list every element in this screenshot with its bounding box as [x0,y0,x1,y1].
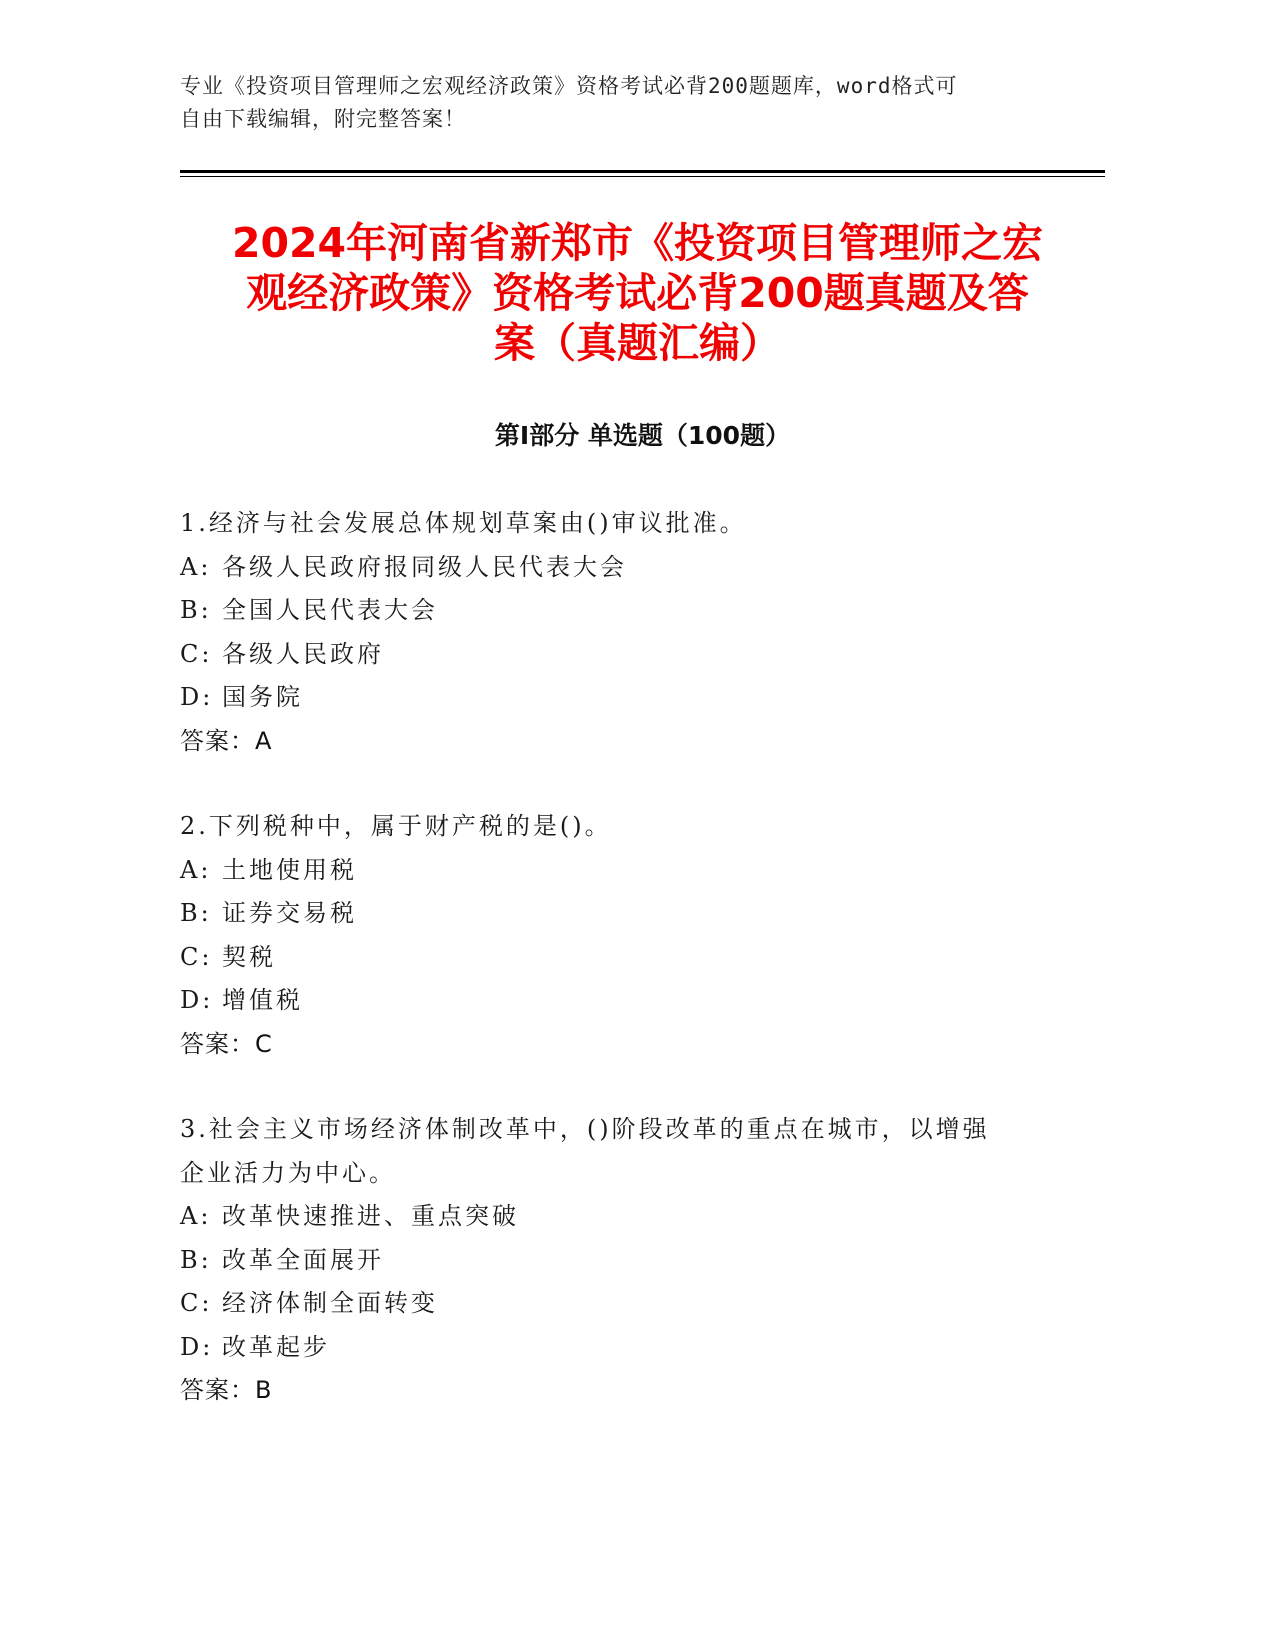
header-divider-thick [180,170,1105,173]
option-c [180,936,1060,980]
question-list [180,502,1060,1455]
option-letter: B: [180,899,212,927]
section-heading: 第Ⅰ部分 单选题（100题） [494,421,791,450]
question-2 [180,805,1060,1066]
option-a [180,546,1060,590]
document-title [160,218,1115,368]
option-letter: C: [180,942,213,971]
option-letter: A: [180,552,212,581]
header-divider-thin [180,176,1105,177]
option-letter: B: [180,596,212,624]
option-c [180,633,1060,677]
title-line: 2024年河南省新郑市《投资项目管理师之宏 [231,219,1044,267]
option-text: 各级人民政府报同级人民代表大会 [222,552,627,581]
option-a [180,849,1060,893]
title-line: 观经济政策》资格考试必背200题真题及答 [246,269,1029,317]
option-letter: C: [180,1289,213,1317]
option-text: 国务院 [222,683,303,711]
option-text: 改革起步 [222,1332,330,1361]
option-c [180,1282,1060,1326]
option-letter: D: [180,986,214,1014]
option-a [180,1195,1060,1239]
question-1 [180,502,1060,763]
option-letter: A: [180,855,212,884]
option-b [180,1239,1060,1283]
option-d [180,1326,1060,1370]
question-stem-continued: 企业活力为中心。 [180,1158,396,1187]
option-text: 各级人民政府 [222,639,384,668]
option-letter: D: [180,683,214,711]
option-text: 证券交易税 [222,899,357,927]
header-note [180,70,1080,136]
option-text: 契税 [222,942,276,971]
header-note-line: 专业《投资项目管理师之宏观经济政策》资格考试必背200题题库，word格式可 [180,74,958,98]
question-stem: 2.下列税种中，属于财产税的是()。 [180,812,612,840]
option-text: 改革快速推进、重点突破 [222,1202,519,1230]
option-b [180,892,1060,936]
answer-line: 答案：A [180,726,273,755]
option-letter: C: [180,639,213,668]
answer-line: 答案：B [180,1376,273,1404]
option-d [180,676,1060,720]
title-line: 案（真题汇编） [494,319,781,367]
question-stem: 1.经济与社会发展总体规划草案由()审议批准。 [180,509,747,537]
option-text: 改革全面展开 [222,1245,384,1274]
answer-line: 答案：C [180,1029,273,1058]
option-letter: A: [180,1202,212,1230]
option-text: 全国人民代表大会 [222,596,438,624]
option-d [180,979,1060,1023]
option-text: 增值税 [222,986,303,1014]
option-letter: D: [180,1332,214,1361]
question-stem: 3.社会主义市场经济体制改革中，()阶段改革的重点在城市，以增强 [180,1115,990,1143]
option-text: 经济体制全面转变 [222,1289,438,1317]
option-b [180,589,1060,633]
option-text: 土地使用税 [222,855,357,884]
header-note-line: 自由下载编辑，附完整答案！ [180,107,466,131]
question-3 [180,1108,1060,1413]
option-letter: B: [180,1245,212,1274]
